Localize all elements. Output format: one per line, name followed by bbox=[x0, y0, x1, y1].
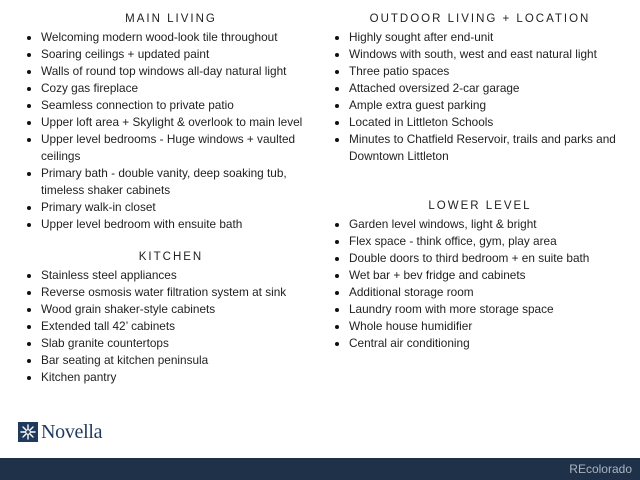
list-item: Upper level bedroom with ensuite bath bbox=[22, 216, 320, 233]
list-item: Three patio spaces bbox=[330, 63, 630, 80]
outdoor-section bbox=[330, 12, 630, 165]
list-item: Reverse osmosis water filtration system at sink bbox=[22, 284, 320, 301]
lower-level-list bbox=[330, 216, 630, 352]
logo-text: Novella bbox=[41, 421, 103, 443]
list-item: Bar seating at kitchen peninsula bbox=[22, 352, 320, 369]
list-item: Flex space - think office, gym, play area bbox=[330, 233, 630, 250]
main-living-section bbox=[22, 12, 320, 233]
list-item: Extended tall 42’ cabinets bbox=[22, 318, 320, 335]
list-item: Central air conditioning bbox=[330, 335, 630, 352]
list-item: Windows with south, west and east natural light bbox=[330, 46, 630, 63]
list-item: Garden level windows, light & bright bbox=[330, 216, 630, 233]
list-item: Kitchen pantry bbox=[22, 369, 320, 386]
list-item: Upper level bedrooms - Huge windows + vaulted ceilings bbox=[22, 131, 320, 165]
recolorado-brand: REcolorado bbox=[569, 462, 632, 476]
outdoor-list bbox=[330, 29, 630, 165]
kitchen-title: KITCHEN bbox=[138, 251, 204, 263]
list-item: Slab granite countertops bbox=[22, 335, 320, 352]
list-item: Cozy gas fireplace bbox=[22, 80, 320, 97]
list-item: Welcoming modern wood-look tile throughout bbox=[22, 29, 320, 46]
list-item: Double doors to third bedroom + en suite bath bbox=[330, 250, 630, 267]
list-item: Attached oversized 2-car garage bbox=[330, 80, 630, 97]
list-item: Minutes to Chatfield Reservoir, trails and parks and Downtown Littleton bbox=[330, 131, 630, 165]
list-item: Wood grain shaker-style cabinets bbox=[22, 301, 320, 318]
list-item: Primary walk-in closet bbox=[22, 199, 320, 216]
kitchen-list bbox=[22, 267, 320, 386]
list-item: Highly sought after end-unit bbox=[330, 29, 630, 46]
list-item: Walls of round top windows all-day natural light bbox=[22, 63, 320, 80]
list-item: Upper loft area + Skylight & overlook to main level bbox=[22, 114, 320, 131]
list-item: Laundry room with more storage space bbox=[330, 301, 630, 318]
list-item: Stainless steel appliances bbox=[22, 267, 320, 284]
main-living-title: MAIN LIVING bbox=[125, 13, 217, 25]
list-item: Ample extra guest parking bbox=[330, 97, 630, 114]
list-item: Seamless connection to private patio bbox=[22, 97, 320, 114]
list-item: Primary bath - double vanity, deep soaking tub, timeless shaker cabinets bbox=[22, 165, 320, 199]
star-burst-icon bbox=[18, 422, 38, 442]
list-item: Whole house humidifier bbox=[330, 318, 630, 335]
outdoor-title: OUTDOOR LIVING + LOCATION bbox=[369, 13, 591, 25]
list-item: Wet bar + bev fridge and cabinets bbox=[330, 267, 630, 284]
footer-bar bbox=[0, 458, 640, 480]
lower-level-title: LOWER LEVEL bbox=[428, 200, 532, 212]
list-item: Additional storage room bbox=[330, 284, 630, 301]
lower-level-section bbox=[330, 199, 630, 352]
list-item: Soaring ceilings + updated paint bbox=[22, 46, 320, 63]
main-living-list bbox=[22, 29, 320, 233]
kitchen-section bbox=[22, 250, 320, 386]
list-item: Located in Littleton Schools bbox=[330, 114, 630, 131]
novella-logo bbox=[18, 420, 102, 444]
